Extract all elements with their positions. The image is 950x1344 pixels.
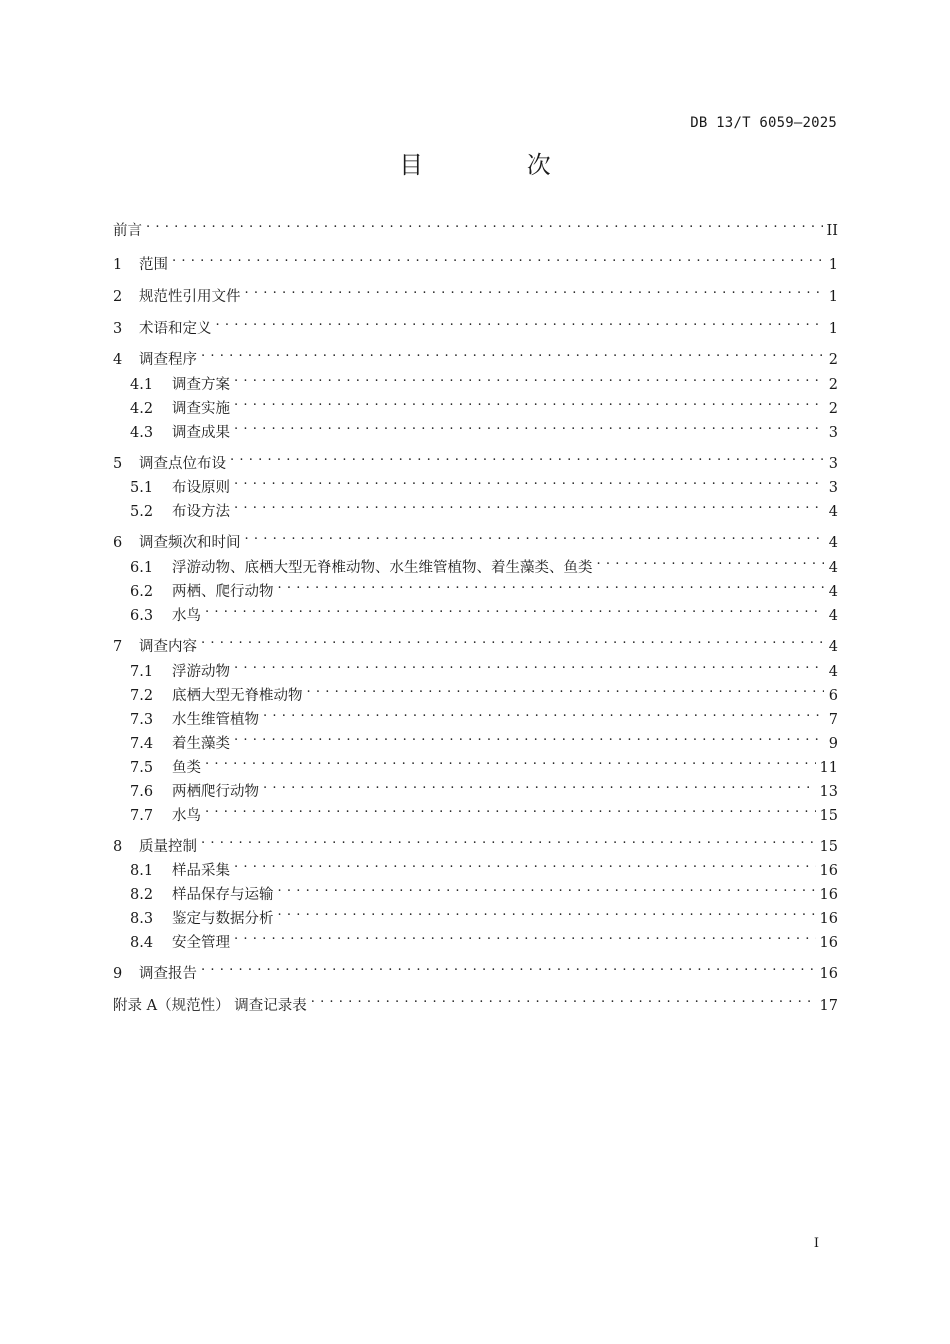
toc-entry-label: 鉴定与数据分析 (172, 911, 274, 927)
toc-dot-leader (278, 574, 825, 596)
toc-entry-page: 3 (828, 425, 838, 441)
toc-entry-number: 7.6 (130, 784, 154, 800)
toc-dot-leader (201, 629, 824, 651)
toc-entry-label: 样品保存与运输 (172, 887, 274, 903)
toc-entry-number: 7.3 (130, 712, 154, 728)
toc-entry-label: 布设方法 (172, 504, 230, 520)
toc-entry-page: 2 (828, 377, 838, 393)
toc-entry-number: 4 (113, 352, 123, 368)
toc-entry-label: 调查实施 (172, 401, 230, 417)
toc-entry[interactable] (130, 774, 838, 800)
toc-dot-leader (234, 367, 824, 389)
toc-entry-page: 3 (828, 480, 838, 496)
toc-dot-leader (205, 798, 816, 820)
toc-entry-number: 5.1 (130, 480, 154, 496)
toc-entry[interactable] (130, 550, 838, 576)
toc-entry-number: 5 (113, 456, 123, 472)
toc-entry[interactable] (130, 726, 838, 752)
toc-entry-label: 附录 A（规范性） 调查记录表 (113, 998, 307, 1014)
toc-entry-page: 1 (828, 321, 838, 337)
toc-entry-label: 两栖、爬行动物 (172, 584, 274, 600)
toc-entry[interactable] (130, 470, 838, 496)
toc-entry-label: 调查内容 (139, 639, 197, 655)
toc-entry[interactable] (113, 956, 838, 982)
toc-entry-label: 前言 (113, 223, 142, 239)
toc-entry-number: 7.5 (130, 760, 154, 776)
toc-entry-number: 7.1 (130, 664, 154, 680)
toc-entry-page: 6 (828, 688, 838, 704)
toc-entry-page: 4 (828, 504, 838, 520)
toc-entry-page: 4 (828, 608, 838, 624)
toc-entry-page: 2 (828, 401, 838, 417)
toc-entry-label: 浮游动物、底栖大型无脊椎动物、水生维管植物、着生藻类、鱼类 (172, 560, 593, 576)
toc-dot-leader (234, 853, 816, 875)
toc-entry[interactable] (130, 750, 838, 776)
toc-entry-page: 4 (828, 560, 838, 576)
toc-dot-leader (245, 279, 825, 301)
toc-entry-number: 8.1 (130, 863, 154, 879)
toc-entry[interactable] (113, 525, 838, 551)
toc-dot-leader (311, 988, 816, 1010)
toc-dot-leader (234, 391, 824, 413)
toc-entry-page: 16 (819, 911, 838, 927)
toc-entry-number: 8.2 (130, 887, 154, 903)
toc-dot-leader (263, 774, 816, 796)
toc-entry-page: 13 (819, 784, 838, 800)
toc-entry-number: 8.4 (130, 935, 154, 951)
toc-entry-page: II (826, 223, 838, 239)
toc-entry-label: 水生维管植物 (172, 712, 259, 728)
toc-entry-label: 水鸟 (172, 608, 201, 624)
toc-entry-number: 4.2 (130, 401, 154, 417)
toc-dot-leader (201, 342, 824, 364)
toc-entry-page: 3 (828, 456, 838, 472)
toc-entry-label: 安全管理 (172, 935, 230, 951)
toc-entry-number: 9 (113, 966, 123, 982)
toc-entry[interactable] (113, 829, 838, 855)
toc-entry-number: 2 (113, 289, 123, 305)
toc-entry-label: 术语和定义 (139, 321, 212, 337)
toc-entry-number: 8.3 (130, 911, 154, 927)
toc-entry-label: 调查方案 (172, 377, 230, 393)
toc-entry-number: 8 (113, 839, 123, 855)
toc-entry[interactable] (113, 988, 838, 1014)
toc-entry-page: 4 (828, 535, 838, 551)
toc-entry[interactable] (130, 702, 838, 728)
toc-entry-number: 1 (113, 257, 123, 273)
toc-entry-label: 范围 (139, 257, 168, 273)
toc-dot-leader (234, 494, 824, 516)
toc-dot-leader (205, 750, 816, 772)
toc-dot-leader (172, 247, 824, 269)
toc-entry-page: 1 (828, 289, 838, 305)
toc-entry[interactable] (113, 279, 838, 305)
toc-entry-page: 1 (828, 257, 838, 273)
toc-entry-label: 调查频次和时间 (139, 535, 241, 551)
toc-entry[interactable] (130, 901, 838, 927)
toc-entry-label: 浮游动物 (172, 664, 230, 680)
toc-entry[interactable] (130, 415, 838, 441)
document-code: DB 13/T 6059—2025 (690, 115, 837, 131)
toc-dot-leader (234, 415, 824, 437)
toc-dot-leader (597, 550, 825, 572)
toc-entry-label: 调查点位布设 (139, 456, 226, 472)
toc-entry[interactable] (130, 494, 838, 520)
toc-entry-label: 调查成果 (172, 425, 230, 441)
toc-dot-leader (205, 598, 824, 620)
toc-dot-leader (201, 956, 816, 978)
toc-entry-page: 17 (819, 998, 838, 1014)
toc-entry-page: 15 (819, 808, 838, 824)
toc-entry-page: 9 (828, 736, 838, 752)
toc-entry-number: 7.2 (130, 688, 154, 704)
toc-entry-label: 鱼类 (172, 760, 201, 776)
toc-entry-page: 2 (828, 352, 838, 368)
toc-entry-number: 6.1 (130, 560, 154, 576)
toc-entry-number: 7.4 (130, 736, 154, 752)
toc-entry[interactable] (130, 678, 838, 704)
toc-entry-number: 7.7 (130, 808, 154, 824)
toc-entry-page: 4 (828, 664, 838, 680)
toc-entry[interactable] (130, 574, 838, 600)
toc-entry-label: 质量控制 (139, 839, 197, 855)
toc-entry-label: 着生藻类 (172, 736, 230, 752)
toc-dot-leader (146, 213, 823, 235)
toc-dot-leader (245, 525, 825, 547)
toc-dot-leader (234, 470, 824, 492)
toc-entry[interactable] (130, 367, 838, 393)
toc-entry-page: 7 (828, 712, 838, 728)
toc-entry-label: 底栖大型无脊椎动物 (172, 688, 303, 704)
toc-entry-label: 调查程序 (139, 352, 197, 368)
toc-entry[interactable] (113, 213, 838, 239)
toc-entry[interactable] (113, 629, 838, 655)
toc-entry-number: 6.2 (130, 584, 154, 600)
toc-entry-label: 两栖爬行动物 (172, 784, 259, 800)
toc-dot-leader (263, 702, 824, 724)
toc-entry[interactable] (113, 311, 838, 337)
toc-entry-number: 3 (113, 321, 123, 337)
toc-entry[interactable] (113, 446, 838, 472)
toc-dot-leader (201, 829, 816, 851)
toc-entry-number: 6.3 (130, 608, 154, 624)
toc-entry-page: 4 (828, 584, 838, 600)
toc-entry-label: 调查报告 (139, 966, 197, 982)
toc-entry[interactable] (113, 342, 838, 368)
toc-entry[interactable] (130, 654, 838, 680)
toc-entry-page: 16 (819, 887, 838, 903)
toc-dot-leader (216, 311, 825, 333)
toc-entry[interactable] (130, 877, 838, 903)
toc-dot-leader (307, 678, 825, 700)
toc-entry-label: 规范性引用文件 (139, 289, 241, 305)
toc-dot-leader (234, 925, 816, 947)
toc-entry[interactable] (130, 391, 838, 417)
toc-entry-label: 布设原则 (172, 480, 230, 496)
toc-entry-number: 7 (113, 639, 123, 655)
toc-entry-page: 16 (819, 935, 838, 951)
toc-entry[interactable] (130, 853, 838, 879)
toc-entry-number: 4.3 (130, 425, 154, 441)
toc-entry-page: 4 (828, 639, 838, 655)
toc-entry-page: 16 (819, 966, 838, 982)
page-title: 目 次 (399, 151, 599, 179)
toc-entry-number: 6 (113, 535, 123, 551)
toc-entry-number: 5.2 (130, 504, 154, 520)
page-number: I (813, 1236, 819, 1251)
toc-entry-page: 16 (819, 863, 838, 879)
toc-dot-leader (230, 446, 824, 468)
toc-entry[interactable] (130, 925, 838, 951)
toc-entry[interactable] (113, 247, 838, 273)
toc-entry-page: 11 (819, 760, 838, 776)
toc-dot-leader (234, 654, 824, 676)
toc-entry[interactable] (130, 598, 838, 624)
toc-dot-leader (278, 901, 816, 923)
toc-entry-page: 15 (819, 839, 838, 855)
toc-dot-leader (278, 877, 816, 899)
toc-entry-label: 样品采集 (172, 863, 230, 879)
toc-entry-number: 4.1 (130, 377, 154, 393)
toc-entry-label: 水鸟 (172, 808, 201, 824)
toc-dot-leader (234, 726, 824, 748)
toc-entry[interactable] (130, 798, 838, 824)
